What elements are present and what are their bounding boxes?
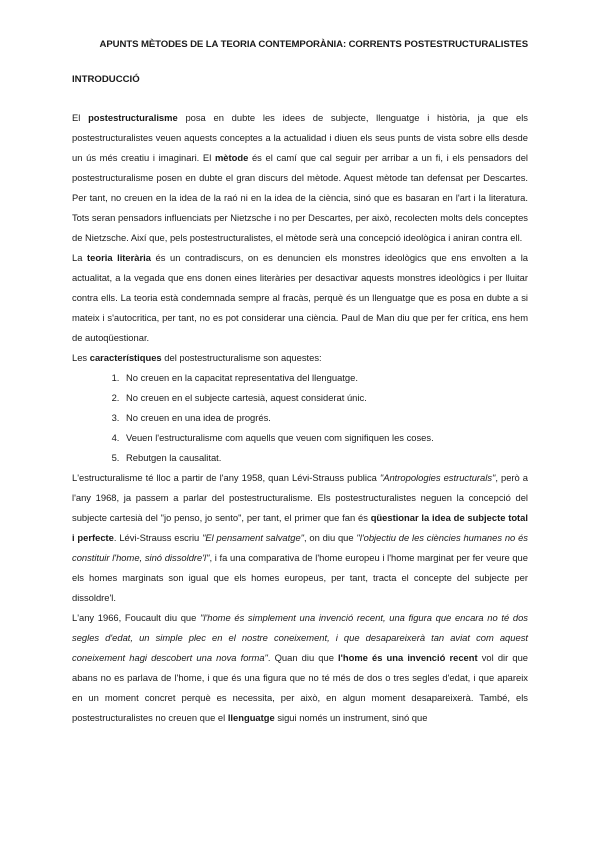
characteristics-list xyxy=(72,368,528,468)
italic-quote: "l'objectiu de les ciències humanes no és constituir l'home, sinó dissoldre'l" xyxy=(72,532,528,563)
bold-term: mètode xyxy=(214,152,249,163)
list-item: 5. Rebutgen la causalitat. xyxy=(122,448,528,468)
text-run: és el camí que cal seguir per arribar a un fi, i els pensadors del postestructuralisme posen en dubte el gran discurs del mètode. Aquest mètode tan defensat per Descartes. Per tant, no creuen en la idea de la raó ni en la idea de la ciència, sinó que es basaran en l'art i la literatura. Tots seran pensadors influenciats per Nietzsche i no per Descartes, per això, recolecten molts dels conceptes de Nietzsche. Així que, pels postestructuralistes, el mètode serà una concepció ideològica i aniran contra ell. xyxy=(72,152,528,243)
bold-term: llenguatge xyxy=(227,712,275,723)
text-run: La xyxy=(72,252,87,263)
text-run: sigui només un instrument, sinó que xyxy=(274,712,428,723)
section-title: INTRODUCCIÓ xyxy=(72,74,140,85)
text-run: El xyxy=(72,112,89,123)
paragraph-structuralism xyxy=(72,468,528,608)
text-run: L'any 1966, Foucault diu que xyxy=(72,612,201,623)
list-item: 4. Veuen l'estructuralisme com aquells que veuen com signifiquen les coses. xyxy=(122,428,528,448)
italic-title: "Antropologies estructurals" xyxy=(379,472,496,483)
text-run: vol dir que abans no es parlava de l'home, i que és una figura que no té més de dos o tres segles d'edat, i que apareix en un moment concret perquè es necessita, per això, en algun moment desapareixerà. També, els postestructuralistes no creuen que el xyxy=(72,652,528,723)
bold-term: postestructuralisme xyxy=(88,112,178,123)
text-run: del postestructuralisme son aquestes: xyxy=(161,352,322,363)
italic-title: "El pensament salvatge" xyxy=(202,532,304,543)
text-run: . Lévi-Strauss escriu xyxy=(113,532,203,543)
italic-quote: "l'home és simplement una invenció recent, una figura que encara no té dos segles d'edat, un simple plec en el nostre coneixement, i que desapareixerà tan aviat com aquest coneixement hagi descobert una nova forma" xyxy=(72,612,528,663)
paragraph-characteristics xyxy=(72,348,528,368)
paragraph-intro xyxy=(72,108,528,248)
text-run: . Quan diu que xyxy=(267,652,339,663)
page-header: APUNTS MÈTODES DE LA TEORIA CONTEMPORÀNIA: CORRENTS POSTESTRUCTURALISTES xyxy=(99,39,528,50)
text-run: , i fa una comparativa de l'home europeu i l'home marginat per fer veure que els homes marginats son igual que els homes europeus, per tant, tracta el concepte del subjecte per dissoldre'l. xyxy=(72,552,528,603)
list-item: 3. No creuen en una idea de progrés. xyxy=(122,408,528,428)
text-run: posa en dubte les idees de subjecte, llenguatge i història, ja que els postestructuralistes veuen aquests conceptes a la actualidad i diuen els seus punts de vista sobre ells desde un ús més creatiu i imaginari. El xyxy=(72,112,528,163)
list-item: 1. No creuen en la capacitat representativa del llenguatge. xyxy=(122,368,528,388)
bold-term: característiques xyxy=(89,352,162,363)
text-run: Les xyxy=(72,352,90,363)
document-body xyxy=(72,108,528,728)
text-run: , on diu que xyxy=(303,532,357,543)
bold-term: teoria literària xyxy=(87,252,151,263)
text-run: L'estructuralisme té lloc a partir de l'any 1958, quan Lévi-Strauss publica xyxy=(72,472,380,483)
bold-term: l'home és una invenció recent xyxy=(338,652,478,663)
text-run: és un contradiscurs, on es denuncien els monstres ideològics que ens envolten a la actualitat, a la vegada que ens donen eines literàries per desactivar aquests monstres ideològics i per lluitar contra ells. La teoria està condemnada sempre al fracàs, perquè és un llenguatge que es posa en dubte a si mateix i s'autocritica, per tant, no es pot considerar una ciència. Paul de Man diu que per fer crítica, ens hem de autoqüestionar. xyxy=(72,252,528,343)
paragraph-foucault xyxy=(72,608,528,728)
bold-term: qüestionar la idea de subjecte total i perfecte xyxy=(72,512,528,543)
list-item: 2. No creuen en el subjecte cartesià, aquest considerat únic. xyxy=(122,388,528,408)
text-run: , però a l'any 1968, ja passem a parlar del postestructuralisme. Els postestructuralistes neguen la concepció del subjecte cartesià del "jo penso, jo sento", per tant, el primer que fan és xyxy=(72,472,529,523)
paragraph-theory xyxy=(72,248,528,348)
